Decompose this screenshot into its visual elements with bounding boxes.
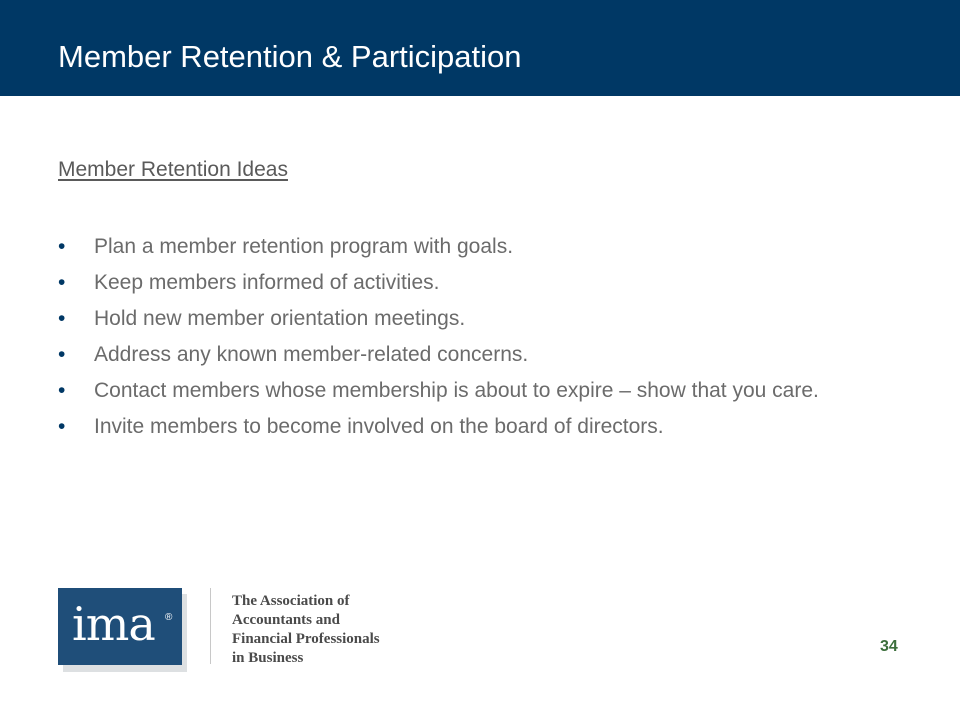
logo-wordmark: ima: [72, 597, 155, 651]
bullet-list: [58, 233, 918, 449]
registered-mark: ®: [165, 612, 173, 623]
bullet-text: Plan a member retention program with goals.: [94, 235, 514, 258]
bullet-text: Address any known member-related concerns.: [94, 343, 529, 366]
tagline-line: Accountants and: [232, 612, 340, 628]
logo-box: [58, 588, 182, 665]
list-item: [58, 233, 918, 260]
bullet-text: Invite members to become involved on the board of directors.: [94, 415, 664, 438]
slide-title: Member Retention & Participation: [58, 39, 522, 74]
tagline-line: Financial Professionals: [232, 631, 380, 647]
logo-tagline: [232, 592, 402, 668]
bullet-text: Keep members informed of activities.: [94, 271, 440, 294]
list-item: [58, 413, 918, 440]
list-item: [58, 377, 918, 404]
bullet-text: Contact members whose membership is about to expire – show that you care.: [94, 379, 819, 402]
bullet-icon: •: [58, 235, 66, 258]
bullet-text: Hold new member orientation meetings.: [94, 307, 466, 330]
bullet-icon: •: [58, 379, 66, 402]
bullet-icon: •: [58, 415, 66, 438]
bullet-icon: •: [58, 307, 66, 330]
bullet-icon: •: [58, 271, 66, 294]
logo-divider: [210, 588, 211, 664]
list-item: [58, 305, 918, 332]
title-bar: [0, 0, 960, 96]
page-number: 34: [880, 638, 898, 655]
tagline-line: The Association of: [232, 593, 350, 609]
ima-logo: [58, 588, 388, 668]
list-item: [58, 341, 918, 368]
tagline-line: in Business: [232, 650, 304, 666]
bullet-icon: •: [58, 343, 66, 366]
section-subheading: Member Retention Ideas: [58, 158, 288, 181]
list-item: [58, 269, 918, 296]
